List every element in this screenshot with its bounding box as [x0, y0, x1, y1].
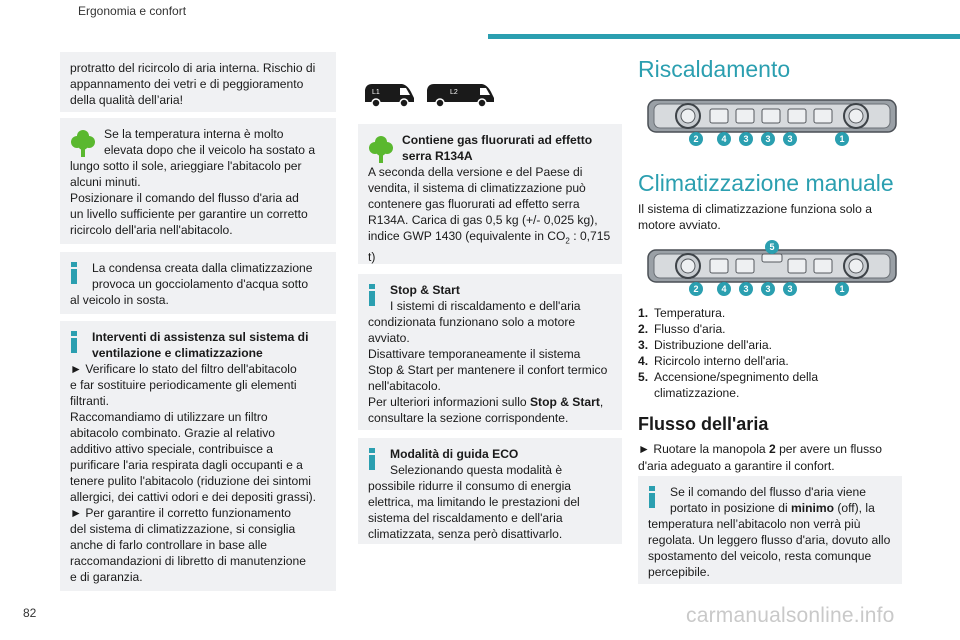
note-line: climatizzata, senza però disattivarlo. — [368, 527, 563, 541]
note-line: temperatura nell’abitacolo non verrà più — [648, 517, 861, 531]
note-line: consultare la sezione corrispondente. — [368, 411, 569, 425]
airflow-title: Flusso dell'aria — [638, 414, 769, 434]
box-title: Contiene gas fluorurati ad effetto — [402, 133, 593, 147]
list-item-text: Distribuzione dell'aria. — [654, 338, 772, 352]
gwp-value: : 0,715 — [569, 229, 611, 243]
note-line-reference — [368, 394, 612, 410]
info-box-airflow-minimum — [638, 476, 902, 584]
note-box-recirculation — [60, 52, 336, 112]
manual-ac-intro-line2: motore avviato. — [638, 218, 721, 232]
list-item — [638, 321, 908, 337]
note-line: sistema del riscaldamento e dell'aria — [368, 511, 563, 525]
van-long-icon — [424, 80, 496, 108]
note-line-minimum — [648, 500, 892, 516]
note-line: contenere gas fluorurati ad effetto serra — [368, 197, 580, 211]
list-item-number: 2. — [638, 322, 649, 336]
callout-label: 3 — [743, 284, 749, 294]
svg-text:L1: L1 — [372, 89, 380, 96]
reference-text: Per ulteriori informazioni sullo — [368, 395, 530, 409]
box-title: Stop & Start — [390, 283, 460, 297]
callout-label: 5 — [769, 242, 775, 252]
note-line: tenere pulito l'abitacolo (riduzione dei sintomi — [70, 474, 311, 488]
controls-legend-list — [638, 305, 908, 401]
note-line: provoca un gocciolamento d'acqua sotto — [92, 277, 309, 291]
note-line: del sistema di climatizzazione, si consiglia — [70, 522, 296, 536]
note-line: ricircolo dell'aria nell'abitacolo. — [70, 223, 233, 237]
note-line: elettrica, ma limitando le prestazioni del — [368, 495, 580, 509]
list-item-number: 5. — [638, 370, 649, 384]
callout-label: 3 — [743, 134, 749, 144]
note-line: R134A. Carica di gas 0,5 kg (+/- 0,025 kg), — [368, 213, 598, 227]
note-line: avviato. — [368, 331, 410, 345]
list-item-text: climatizzazione. — [654, 386, 740, 400]
eco-note-box-fluorinated-gas — [358, 124, 622, 264]
note-line: Posizionare il comando del flusso d'aria ad — [70, 191, 299, 205]
eco-tree-icon — [368, 134, 394, 164]
list-item-text: Flusso d'aria. — [654, 322, 726, 336]
callout-label: 3 — [787, 134, 793, 144]
note-line: condizionata funzionano solo a motore — [368, 315, 576, 329]
watermark: carmanualsonline.info — [686, 604, 895, 627]
note-text: (off), la — [834, 501, 875, 515]
list-item-number: 3. — [638, 338, 649, 352]
eco-tree-icon — [70, 128, 96, 158]
note-line: spostamento del veicolo, resta comunque — [648, 549, 872, 563]
note-line: I sistemi di riscaldamento e dell'aria — [390, 299, 581, 313]
list-item-continuation — [638, 385, 908, 401]
callout-label: 3 — [787, 284, 793, 294]
info-icon — [71, 262, 77, 284]
van-short-icon — [362, 80, 416, 108]
gwp-subscript: 2 — [565, 236, 570, 246]
note-line: ► Per garantire il corretto funzionamento — [70, 506, 292, 520]
note-line: ► Verificare lo stato del filtro dell'abitacolo — [70, 362, 297, 376]
note-line: possibile ridurre il consumo di energia — [368, 479, 572, 493]
header-accent-bar — [488, 34, 960, 39]
note-text: protratto del ricircolo di aria interna. Rischio di appannamento dei vetri e di peggioramento della qualità dell’aria! — [70, 61, 316, 107]
box-title: serra R134A — [402, 149, 473, 163]
note-line: un livello sufficiente per garantire un corretto — [70, 207, 308, 221]
instruction-text: per avere un flusso — [775, 442, 882, 456]
note-line: allergici, dei cattivi odori e dei depositi grassi). — [70, 490, 317, 504]
note-line: La condensa creata dalla climatizzazione — [92, 261, 313, 275]
callout-label: 4 — [721, 284, 727, 294]
note-text: portato in posizione di — [670, 501, 792, 515]
note-line: e di garanzia. — [70, 570, 143, 584]
note-bold: minimo — [791, 501, 835, 515]
list-item — [638, 369, 908, 385]
note-line-gwp — [368, 228, 612, 249]
list-item-number: 1. — [638, 306, 649, 320]
note-line: purificare l'aria respirata dagli occupanti e a — [70, 458, 303, 472]
note-line: filtranti. — [70, 394, 109, 408]
page-number: 82 — [23, 606, 37, 620]
info-icon — [649, 486, 655, 508]
instruction-knob-number: 2 — [768, 442, 776, 456]
info-icon — [369, 448, 375, 470]
svg-text:L2: L2 — [450, 89, 458, 96]
note-line: al veicolo in sosta. — [70, 293, 169, 307]
manual-ac-intro-line1: Il sistema di climatizzazione funziona solo a — [638, 202, 872, 216]
reference-bold: Stop & Start — [529, 395, 600, 409]
note-line: percepibile. — [648, 565, 710, 579]
note-line: t) — [368, 250, 376, 265]
list-item — [638, 337, 908, 353]
gwp-text: indice GWP 1430 (equivalente in CO — [368, 229, 566, 243]
airflow-instruction-line1 — [638, 441, 918, 458]
note-line: e far sostituire periodicamente gli elementi — [70, 378, 297, 392]
heating-title: Riscaldamento — [638, 56, 791, 82]
callout-label: 1 — [839, 284, 845, 294]
note-line: Selezionando questa modalità è — [390, 463, 563, 477]
callout-label: 2 — [693, 134, 699, 144]
info-icon — [71, 331, 77, 353]
note-line: nell'abitacolo. — [368, 379, 441, 393]
note-line: regolata. Un leggero flusso d'aria, dovuto allo — [648, 533, 891, 547]
note-line: additivo attivo speciale, contribuisce a — [70, 442, 274, 456]
note-line: alcuni minuti. — [70, 175, 141, 189]
callout-label: 3 — [765, 284, 771, 294]
info-box-stop-start — [358, 274, 622, 430]
note-line: lungo sotto il sole, arieggiare l'abitacolo per — [70, 159, 302, 173]
list-item-text: Accensione/spegnimento della — [654, 370, 819, 384]
note-line: anche di farlo controllare in base alle — [70, 538, 267, 552]
note-line: Stop & Start per mantenere il confort termico — [368, 363, 608, 377]
note-line: Se la temperatura interna è molto — [104, 127, 284, 141]
info-icon — [369, 284, 375, 306]
info-box-maintenance — [60, 321, 336, 591]
info-box-condensation — [60, 252, 336, 314]
box-title: Interventi di assistenza sul sistema di — [92, 330, 309, 344]
box-title: ventilazione e climatizzazione — [92, 346, 263, 360]
heating-control-panel — [646, 96, 898, 148]
list-item — [638, 305, 908, 321]
list-item-text: Temperatura. — [654, 306, 726, 320]
note-line: A seconda della versione e del Paese di — [368, 165, 583, 179]
note-line: Disattivare temporaneamente il sistema — [368, 347, 581, 361]
list-item — [638, 353, 908, 369]
callout-label: 4 — [721, 134, 727, 144]
note-line: raccomandazioni di libretto di manutenzione — [70, 554, 306, 568]
box-title: Modalità di guida ECO — [390, 447, 519, 461]
manual-ac-control-panel — [646, 240, 898, 298]
list-item-text: Ricircolo interno dell'aria. — [654, 354, 789, 368]
note-line: abitacolo combinato. Grazie al relativo — [70, 426, 276, 440]
list-item-number: 4. — [638, 354, 649, 368]
note-line: elevata dopo che il veicolo ha sostato a — [104, 143, 316, 157]
instruction-text: ► Ruotare la manopola — [638, 442, 769, 456]
header-title: Ergonomia e confort — [78, 4, 187, 18]
note-line: Se il comando del flusso d'aria viene — [670, 485, 866, 499]
airflow-instruction-line2: d'aria adeguato a garantire il confort. — [638, 459, 835, 473]
callout-label: 1 — [839, 134, 845, 144]
callout-label: 2 — [693, 284, 699, 294]
callout-label: 3 — [765, 134, 771, 144]
info-box-eco-mode — [358, 438, 622, 544]
eco-note-box-temperature — [60, 118, 336, 244]
manual-ac-title: Climatizzazione manuale — [638, 170, 894, 196]
note-line: vendita, il sistema di climatizzazione può — [368, 181, 586, 195]
note-line: Raccomandiamo di utilizzare un filtro — [70, 410, 268, 424]
reference-comma: , — [599, 395, 604, 409]
